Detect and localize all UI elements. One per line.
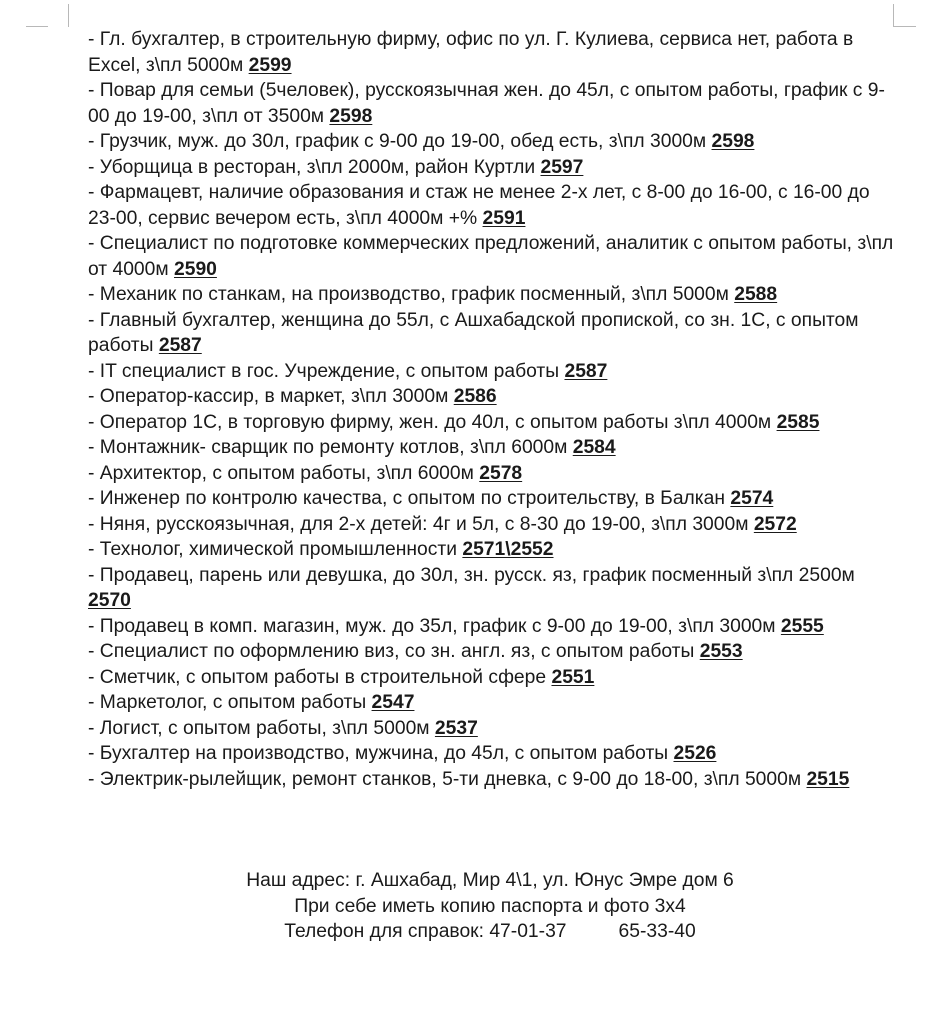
- job-code: 2587: [158, 335, 202, 356]
- job-code: 2555: [780, 615, 824, 637]
- job-code: 2584: [572, 437, 616, 458]
- job-code: 2598: [711, 131, 755, 152]
- job-item: [88, 129, 900, 155]
- phone-primary: Телефон для справок: 47-01-37: [284, 921, 567, 942]
- job-item: [88, 155, 900, 181]
- job-item: [88, 614, 900, 640]
- job-code: 2578: [479, 462, 523, 484]
- job-item: [88, 308, 900, 359]
- job-item: [88, 690, 900, 716]
- address-line: Наш адрес: г. Ашхабад, Мир 4\1, ул. Юнус Эмре дом 6: [246, 870, 734, 891]
- job-item: [88, 231, 900, 282]
- phone-line: [88, 919, 892, 945]
- job-code: 2547: [371, 692, 415, 713]
- job-code: 2571\2552: [462, 539, 554, 560]
- job-description: - Няня, русскоязычная, для 2-х детей: 4г и 5л, с 8-30 до 19-00, з\пл 3000м: [88, 513, 754, 535]
- job-code: 2572: [753, 513, 797, 535]
- job-code: 2585: [776, 411, 820, 433]
- job-code: 2591: [482, 207, 526, 229]
- job-code: 2598: [329, 105, 373, 127]
- job-description: - Монтажник- сварщик по ремонту котлов, з\пл 6000м: [88, 437, 573, 458]
- job-item: [88, 435, 900, 461]
- job-code: 2588: [734, 284, 778, 305]
- job-item: [88, 27, 900, 78]
- job-description: - IT специалист в гос. Учреждение, с опытом работы: [88, 360, 565, 382]
- job-item: [88, 716, 900, 742]
- job-item: [88, 665, 900, 691]
- job-description: - Технолог, химической промышленности: [88, 539, 463, 560]
- job-item: [88, 282, 900, 308]
- job-description: - Грузчик, муж. до 30л, график с 9-00 до 19-00, обед есть, з\пл 3000м: [88, 131, 712, 152]
- job-item: [88, 537, 900, 563]
- job-description: - Инженер по контролю качества, с опытом по строительству, в Балкан: [88, 488, 731, 509]
- job-description: - Гл. бухгалтер, в строительную фирму, офис по ул. Г. Кулиева, сервиса нет, работа в Excel, з\пл 5000м: [88, 29, 854, 76]
- job-code: 2551: [551, 666, 595, 688]
- job-description: - Уборщица в ресторан, з\пл 2000м, район Куртли: [88, 156, 541, 178]
- job-description: - Специалист по подготовке коммерческих предложений, аналитик с опытом работы, з\пл от 4000м: [88, 233, 894, 280]
- job-description: - Повар для семьи (5человек), русскоязычная жен. до 45л, с опытом работы, график с 9-00 до 19-00, з\пл от 3500м: [88, 80, 885, 127]
- job-description: - Продавец, парень или девушка, до 30л, зн. русск. яз, график посменный з\пл 2500м: [88, 564, 855, 586]
- job-item: [88, 410, 900, 436]
- job-item: [88, 461, 900, 487]
- job-description: - Фармацевт, наличие образования и стаж не менее 2-х лет, с 8-00 до 16-00, с 16-00 до 23-00, сервис вечером есть, з\пл 4000м +%: [88, 182, 870, 229]
- job-code: 2599: [248, 54, 292, 76]
- job-description: - Бухгалтер на производство, мужчина, до 45л, с опытом работы: [88, 743, 674, 764]
- job-description: - Специалист по оформлению виз, со зн. англ. яз, с опытом работы: [88, 641, 700, 662]
- job-code: 2597: [540, 156, 584, 178]
- job-description: - Продавец в комп. магазин, муж. до 35л, график с 9-00 до 19-00, з\пл 3000м: [88, 615, 781, 637]
- job-item: [88, 512, 900, 538]
- job-description: - Главный бухгалтер, женщина до 55л, с Ашхабадской пропиской, со зн. 1С, с опытом работы: [88, 309, 859, 356]
- job-description: - Логист, с опытом работы, з\пл 5000м: [88, 717, 435, 739]
- job-code: 2586: [453, 386, 497, 407]
- job-item: [88, 563, 900, 614]
- job-description: - Сметчик, с опытом работы в строительной сфере: [88, 666, 552, 688]
- job-description: - Архитектор, с опытом работы, з\пл 6000м: [88, 462, 480, 484]
- job-item: [88, 359, 900, 385]
- job-listing: [88, 27, 900, 792]
- job-item: [88, 384, 900, 410]
- job-code: 2587: [564, 360, 608, 382]
- job-item: [88, 741, 900, 767]
- documents-note: При себе иметь копию паспорта и фото 3х4: [294, 895, 686, 917]
- job-description: - Механик по станкам, на производство, график посменный, з\пл 5000м: [88, 284, 735, 305]
- job-code: 2574: [730, 488, 774, 509]
- job-item: [88, 639, 900, 665]
- job-code: 2537: [434, 717, 478, 739]
- job-item: [88, 78, 900, 129]
- job-item: [88, 180, 900, 231]
- contact-footer: [88, 868, 892, 945]
- job-item: [88, 486, 900, 512]
- job-description: - Оператор-кассир, в маркет, з\пл 3000м: [88, 386, 454, 407]
- job-code: 2515: [806, 768, 850, 790]
- job-code: 2553: [699, 641, 743, 662]
- job-code: 2590: [174, 258, 217, 280]
- phone-secondary: 65-33-40: [618, 921, 696, 942]
- job-description: - Маркетолог, с опытом работы: [88, 692, 372, 713]
- page-corner-mark-right: [893, 4, 916, 27]
- job-code: 2570: [88, 590, 131, 611]
- page-corner-mark-left: [68, 4, 69, 27]
- job-item: [88, 767, 900, 793]
- job-code: 2526: [673, 743, 717, 764]
- job-description: - Электрик-рылейщик, ремонт станков, 5-ти дневка, с 9-00 до 18-00, з\пл 5000м: [88, 768, 807, 790]
- job-description: - Оператор 1С, в торговую фирму, жен. до 40л, с опытом работы з\пл 4000м: [88, 411, 777, 433]
